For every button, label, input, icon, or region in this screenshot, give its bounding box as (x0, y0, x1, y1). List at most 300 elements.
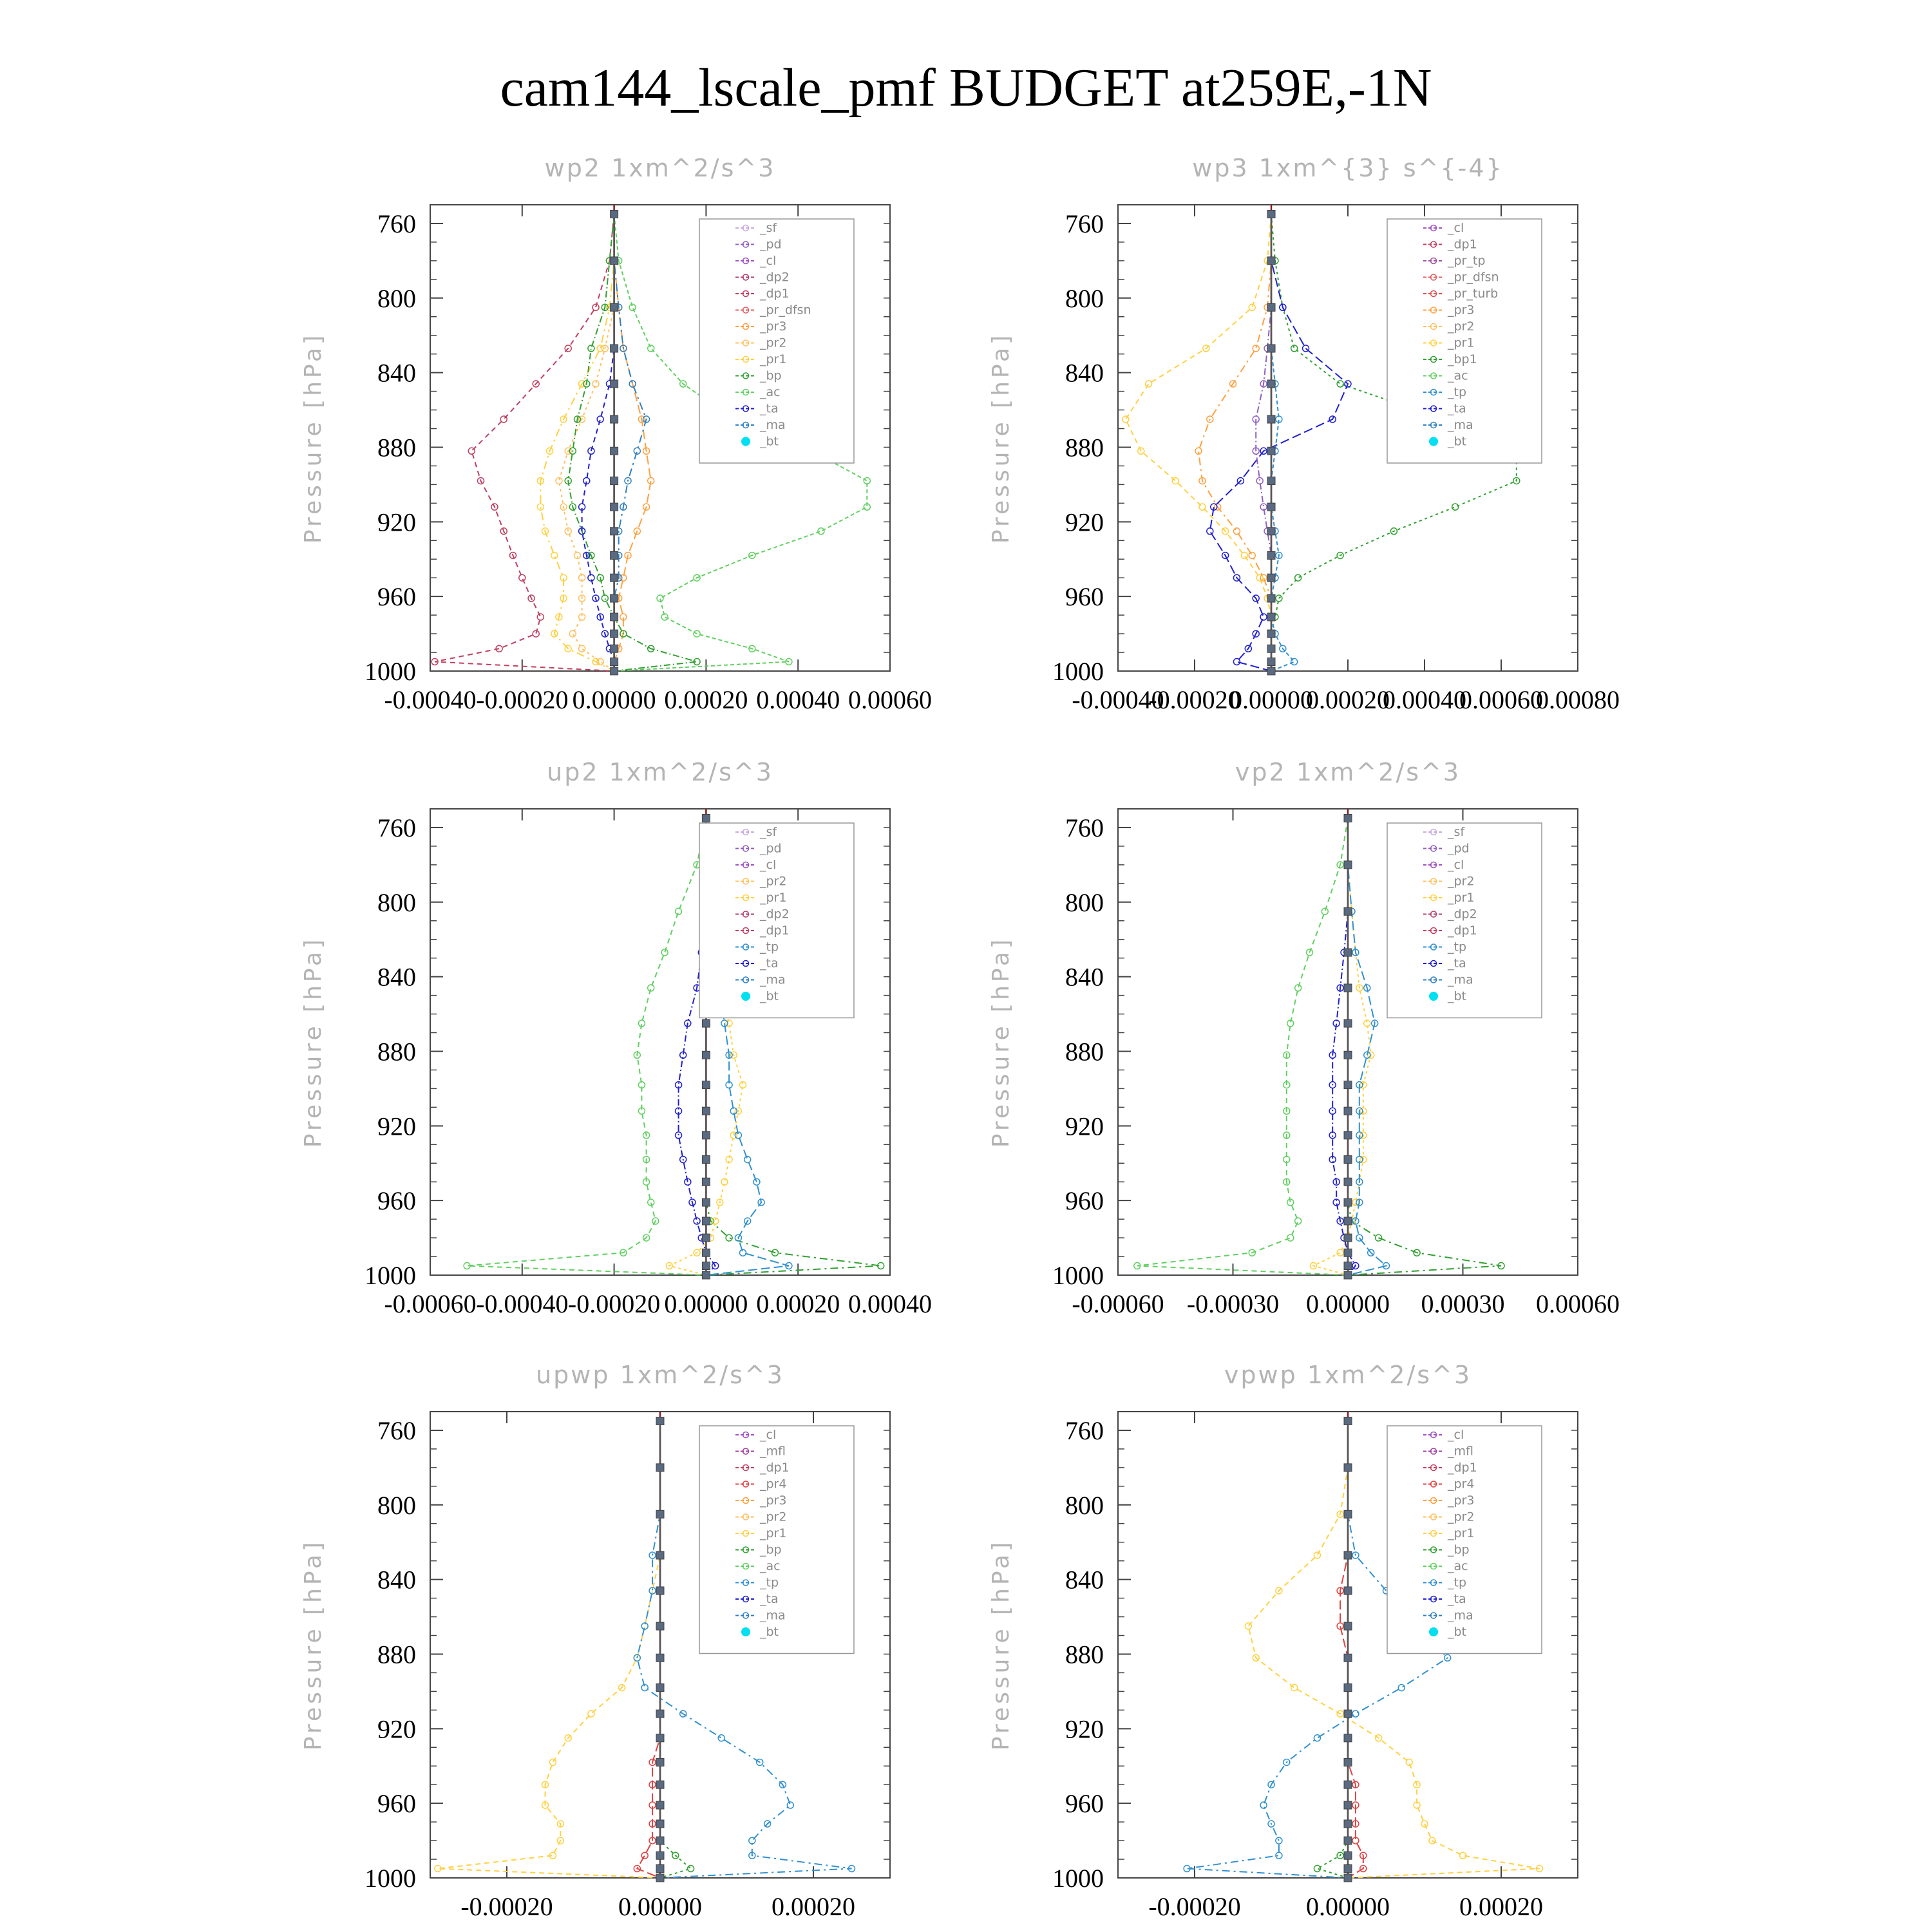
data-point (702, 1217, 710, 1225)
data-point (1267, 630, 1275, 638)
data-point (740, 1249, 746, 1256)
y-tick-label: 960 (1065, 1186, 1104, 1216)
data-point (1344, 949, 1352, 956)
y-tick-label: 800 (1065, 887, 1104, 917)
panel-title: wp2 1xm^2/s^3 (544, 154, 776, 182)
data-point (611, 574, 618, 582)
y-tick-label: 760 (377, 1416, 416, 1445)
data-point (588, 345, 594, 352)
data-point (787, 1802, 793, 1808)
x-tick-label: 0.00000 (664, 1289, 748, 1318)
data-point (634, 448, 640, 454)
y-tick-label: 760 (377, 813, 416, 842)
legend-label: _sf (1448, 825, 1465, 839)
y-axis-label: Pressure [hPa] (300, 1539, 327, 1751)
legend-label: _bt (760, 989, 779, 1003)
data-point (656, 1837, 664, 1844)
data-point (1344, 1051, 1352, 1059)
x-tick-label: -0.00020 (1148, 1892, 1241, 1921)
data-point (549, 1759, 556, 1765)
series-line-tp (1348, 819, 1387, 1276)
page-title: cam144_lscale_pmf BUDGET at259E,-1N (500, 58, 1432, 118)
data-point (1344, 1107, 1352, 1115)
x-tick-label: 0.00020 (664, 685, 748, 714)
series-line-pr2 (540, 214, 614, 672)
legend-label: _pr1 (1448, 1526, 1475, 1540)
data-point (1344, 1510, 1352, 1518)
y-tick-label: 960 (1065, 582, 1104, 612)
legend-label: _dp1 (760, 923, 790, 938)
legend-label: _bp1 (1448, 352, 1477, 366)
y-axis-label: Pressure [hPa] (300, 332, 327, 544)
legend (699, 219, 854, 463)
chart-panel-3 (300, 758, 932, 1318)
data-point (1344, 907, 1352, 915)
series-line-bp (660, 1421, 691, 1879)
legend-label: _pr_dfsn (1448, 270, 1499, 285)
y-tick-label: 960 (377, 1789, 416, 1819)
legend-label: _ac (1448, 1559, 1468, 1573)
legend-label: _dp2 (1448, 907, 1477, 922)
chart-panel-4 (988, 758, 1620, 1318)
data-point (1344, 1198, 1352, 1206)
legend-label: _pr4 (1448, 1477, 1475, 1492)
data-point (648, 345, 654, 352)
y-tick-label: 840 (1065, 358, 1104, 388)
y-tick-label: 880 (377, 433, 416, 462)
data-point (688, 1866, 694, 1872)
data-point (611, 447, 618, 455)
data-point (1352, 1710, 1359, 1717)
legend-label: _dp1 (760, 287, 790, 301)
legend-label: _pr_tp (1448, 254, 1486, 268)
y-tick-label: 800 (377, 283, 416, 313)
data-point (702, 1249, 710, 1256)
data-point (718, 1735, 724, 1741)
y-tick-label: 800 (1065, 283, 1104, 313)
y-tick-label: 760 (1065, 209, 1104, 238)
data-point (611, 415, 618, 423)
data-point (702, 1019, 710, 1027)
legend-label: _pr1 (1448, 336, 1475, 350)
legend-label: _dp1 (760, 1461, 790, 1475)
data-point (611, 345, 618, 352)
data-point (1146, 381, 1152, 387)
data-point (611, 503, 618, 511)
legend-label: _dp1 (1448, 237, 1477, 252)
data-point (1267, 574, 1275, 582)
legend-label: _pr1 (760, 891, 787, 905)
data-point (1207, 528, 1213, 535)
data-point (656, 1464, 664, 1472)
y-tick-label: 880 (377, 1037, 416, 1066)
data-point (702, 1198, 710, 1206)
legend-marker (741, 1627, 750, 1636)
chart-panel-6 (988, 1361, 1578, 1921)
series-line-bp (568, 214, 697, 672)
y-tick-label: 840 (377, 358, 416, 388)
data-point (537, 614, 544, 620)
x-tick-label: -0.00040 (1072, 685, 1164, 714)
data-point (1122, 416, 1129, 422)
panel-title: vp2 1xm^2/s^3 (1235, 758, 1461, 786)
legend-label: _tp (1448, 940, 1467, 954)
series-line-pr3 (614, 214, 651, 672)
y-tick-label: 840 (1065, 962, 1104, 992)
legend-label: _cl (760, 254, 777, 268)
data-point (1337, 381, 1343, 387)
series-line-bp (1317, 1421, 1348, 1879)
data-point (1344, 1865, 1352, 1873)
legend-label: _ma (760, 1608, 786, 1623)
data-point (1267, 551, 1275, 559)
data-point (818, 528, 824, 535)
series-line-pr2 (1126, 214, 1271, 672)
data-point (676, 908, 682, 914)
data-point (1233, 528, 1240, 535)
data-point (702, 1051, 710, 1059)
y-axis-label: Pressure [hPa] (988, 332, 1014, 544)
series-line-pr1 (438, 1421, 660, 1879)
legend-label: _cl (760, 858, 777, 872)
y-tick-label: 920 (377, 507, 416, 537)
data-point (1199, 504, 1206, 510)
y-tick-label: 880 (377, 1640, 416, 1669)
chart-panel-5 (300, 1361, 890, 1921)
legend-marker (1429, 437, 1438, 446)
legend-label: _pr2 (1448, 1510, 1475, 1524)
legend-marker (1429, 992, 1438, 1001)
legend-marker (741, 437, 750, 446)
x-tick-label: 0.00020 (772, 1892, 855, 1921)
legend-label: _pr3 (1448, 1493, 1475, 1508)
y-tick-label: 840 (377, 962, 416, 992)
data-point (1291, 1685, 1298, 1691)
data-point (702, 1107, 710, 1115)
x-tick-label: 0.00020 (1459, 1892, 1543, 1921)
data-point (611, 477, 618, 485)
legend-label: _cl (1448, 1428, 1464, 1442)
series-line-ta (1332, 819, 1356, 1276)
x-tick-label: -0.00030 (1186, 1289, 1280, 1318)
data-point (1344, 1217, 1352, 1225)
legend-label: _bt (1448, 434, 1467, 449)
data-point (656, 1587, 664, 1595)
legend-label: _cl (760, 1428, 777, 1442)
data-point (1276, 1837, 1282, 1844)
data-point (519, 574, 526, 581)
series-line-pr3 (1198, 214, 1271, 672)
data-point (1172, 478, 1179, 484)
legend-label: _ma (1448, 1608, 1473, 1623)
legend-label: _ma (1448, 972, 1473, 987)
x-tick-label: -0.00020 (476, 685, 569, 714)
legend-label: _bp (1448, 1542, 1470, 1557)
data-point (1267, 210, 1275, 218)
legend-label: _dp1 (1448, 1461, 1477, 1475)
y-tick-label: 920 (1065, 1714, 1104, 1744)
legend-label: _mfl (760, 1444, 786, 1459)
data-point (656, 1622, 664, 1630)
y-tick-label: 1000 (365, 657, 416, 686)
legend-label: _ac (1448, 368, 1468, 383)
data-point (1260, 574, 1267, 581)
data-point (1295, 1218, 1302, 1224)
data-point (1344, 1710, 1352, 1718)
legend-label: _bt (1448, 1625, 1467, 1639)
legend-label: _dp1 (1448, 923, 1477, 938)
data-point (702, 1178, 710, 1186)
data-point (1344, 1262, 1352, 1270)
legend-label: _sf (760, 825, 777, 839)
data-point (656, 1684, 664, 1692)
data-point (702, 1234, 710, 1242)
legend-label: _pr2 (1448, 874, 1475, 889)
data-point (611, 551, 618, 559)
legend-label: _bt (760, 1625, 779, 1639)
data-point (611, 645, 618, 652)
x-tick-label: 0.00000 (1306, 1289, 1390, 1318)
data-point (611, 257, 618, 265)
y-tick-label: 960 (377, 582, 416, 612)
legend-label: _pd (760, 237, 782, 252)
data-point (1344, 1249, 1352, 1256)
data-point (611, 380, 618, 388)
legend-label: _pr3 (1448, 303, 1475, 317)
data-point (1337, 1249, 1343, 1256)
legend-label: _ma (1448, 418, 1473, 432)
data-point (1344, 1758, 1352, 1766)
x-tick-label: -0.00060 (1072, 1289, 1164, 1318)
data-point (611, 210, 618, 218)
legend-label: _ta (760, 401, 779, 416)
x-tick-label: 0.00060 (1459, 685, 1543, 714)
data-point (656, 1801, 664, 1809)
x-tick-label: 0.00040 (1383, 685, 1466, 714)
data-point (601, 595, 608, 601)
chart-panel-2 (988, 154, 1620, 714)
legend-marker (1429, 1627, 1438, 1636)
legend-label: _cl (1448, 221, 1464, 235)
legend-label: _tp (760, 1575, 779, 1590)
series-line-pr4 (637, 1421, 660, 1879)
data-point (1344, 1551, 1352, 1559)
data-point (1344, 1081, 1352, 1089)
legend (699, 1426, 854, 1654)
data-point (1344, 1852, 1352, 1859)
data-point (1344, 1234, 1352, 1242)
x-tick-label: 0.00020 (756, 1289, 840, 1318)
data-point (1344, 984, 1352, 992)
y-axis-label: Pressure [hPa] (988, 936, 1014, 1148)
data-point (611, 630, 618, 638)
legend (1387, 1426, 1542, 1654)
data-point (661, 949, 668, 956)
data-point (1344, 1132, 1352, 1139)
legend-label: _ta (1448, 401, 1466, 416)
data-point (1287, 1235, 1294, 1241)
legend-label: _dp2 (760, 270, 790, 285)
data-point (1267, 667, 1275, 675)
data-point (1249, 552, 1255, 558)
data-point (611, 527, 618, 535)
legend-label: _pr_dfsn (760, 303, 811, 317)
data-point (656, 1654, 664, 1662)
legend-label: _ma (760, 972, 786, 987)
data-point (1267, 257, 1275, 265)
legend-label: _pr1 (760, 1526, 787, 1540)
series-line-dp1 (467, 819, 706, 1276)
legend-label: _sf (760, 221, 777, 235)
legend-label: _pr2 (760, 874, 787, 889)
data-point (1344, 1684, 1352, 1692)
data-point (656, 1734, 664, 1742)
data-point (656, 1758, 664, 1766)
y-tick-label: 800 (377, 1490, 416, 1520)
data-point (1344, 1019, 1352, 1027)
data-point (702, 1271, 710, 1279)
data-point (611, 303, 618, 311)
legend-label: _pr1 (1448, 891, 1475, 905)
y-tick-label: 920 (1065, 507, 1104, 537)
x-tick-label: -0.00020 (1148, 685, 1241, 714)
legend (1387, 219, 1542, 463)
legend-label: _ta (760, 1592, 779, 1606)
data-point (1267, 380, 1275, 388)
data-point (1267, 527, 1275, 535)
data-point (702, 814, 710, 822)
data-point (569, 630, 576, 637)
data-point (676, 1132, 682, 1139)
data-point (1344, 1178, 1352, 1186)
x-tick-label: 0.00000 (1306, 1892, 1390, 1921)
data-point (588, 1710, 594, 1717)
legend-label: _pr1 (760, 352, 787, 366)
x-tick-label: -0.00020 (460, 1892, 553, 1921)
y-tick-label: 920 (377, 1112, 416, 1141)
data-point (1260, 614, 1267, 620)
legend-label: _tp (1448, 385, 1467, 399)
data-point (1452, 504, 1459, 510)
data-point (597, 659, 603, 665)
legend-label: _pr2 (1448, 319, 1475, 334)
y-tick-label: 880 (1065, 1640, 1104, 1669)
y-axis-label: Pressure [hPa] (988, 1539, 1014, 1751)
data-point (1291, 659, 1298, 665)
data-point (702, 1155, 710, 1163)
y-tick-label: 960 (1065, 1789, 1104, 1819)
data-point (1344, 814, 1352, 822)
legend-label: _dp2 (760, 907, 790, 922)
data-point (1344, 1587, 1352, 1595)
data-point (1267, 594, 1275, 602)
data-point (702, 1132, 710, 1139)
data-point (1295, 985, 1302, 991)
x-tick-label: 0.00000 (1229, 685, 1313, 714)
data-point (702, 1262, 710, 1270)
x-tick-label: 0.00020 (1306, 685, 1390, 714)
legend-label: _pr2 (760, 1510, 787, 1524)
series-line-ma (614, 214, 647, 672)
data-point (1295, 574, 1302, 581)
data-point (1344, 1874, 1352, 1882)
legend-label: _mfl (1448, 1444, 1473, 1459)
y-tick-label: 920 (1065, 1112, 1104, 1141)
data-point (1344, 1801, 1352, 1809)
y-tick-label: 880 (1065, 433, 1104, 462)
legend-label: _bt (760, 434, 779, 449)
legend-label: _ta (760, 956, 779, 971)
data-point (702, 1081, 710, 1089)
series-line-dp1 (1137, 819, 1348, 1276)
y-tick-label: 760 (1065, 813, 1104, 842)
data-point (641, 1852, 648, 1859)
data-point (611, 658, 618, 666)
legend-label: _ma (760, 418, 786, 432)
data-point (1344, 1654, 1352, 1662)
y-tick-label: 800 (377, 887, 416, 917)
legend-label: _ta (1448, 1592, 1466, 1606)
data-point (1249, 304, 1255, 310)
data-point (1344, 1464, 1352, 1472)
legend-label: _pr3 (760, 1493, 787, 1508)
data-point (744, 1156, 751, 1162)
data-point (611, 594, 618, 602)
legend-marker (741, 992, 750, 1001)
data-point (1256, 478, 1263, 484)
x-tick-label: -0.00040 (476, 1289, 569, 1318)
x-tick-label: -0.00060 (384, 1289, 477, 1318)
data-point (551, 552, 558, 558)
data-point (556, 478, 562, 484)
y-tick-label: 1000 (365, 1261, 416, 1290)
data-point (1267, 345, 1275, 352)
data-point (1344, 1820, 1352, 1828)
x-tick-label: -0.00040 (384, 685, 477, 714)
data-point (1314, 1552, 1320, 1558)
legend-label: _bt (1448, 989, 1467, 1003)
data-point (1321, 908, 1328, 914)
y-tick-label: 800 (1065, 1490, 1104, 1520)
data-point (656, 1710, 664, 1718)
legend-label: _pd (760, 841, 782, 856)
panel-title: upwp 1xm^2/s^3 (536, 1361, 784, 1389)
data-point (1267, 658, 1275, 666)
data-point (1267, 503, 1275, 511)
y-axis-label: Pressure [hPa] (300, 936, 327, 1148)
legend-label: _cl (1448, 858, 1464, 872)
x-tick-label: 0.00000 (618, 1892, 702, 1921)
data-point (726, 1235, 732, 1241)
legend-label: _pd (1448, 841, 1470, 856)
y-tick-label: 1000 (365, 1864, 416, 1893)
legend (699, 823, 854, 1018)
data-point (1344, 861, 1352, 869)
legend-label: _pr2 (760, 336, 787, 350)
data-point (1241, 552, 1247, 558)
data-point (656, 1865, 664, 1873)
data-point (1344, 1734, 1352, 1742)
y-tick-label: 1000 (1052, 1261, 1104, 1290)
data-point (1344, 1417, 1352, 1425)
data-point (1314, 1866, 1320, 1872)
legend-label: _pr4 (760, 1477, 787, 1492)
x-tick-label: 0.00040 (848, 1289, 932, 1318)
x-tick-label: 0.00060 (1536, 1289, 1620, 1318)
data-point (579, 645, 585, 652)
legend (1387, 823, 1542, 1018)
legend-label: _ac (760, 1559, 781, 1573)
